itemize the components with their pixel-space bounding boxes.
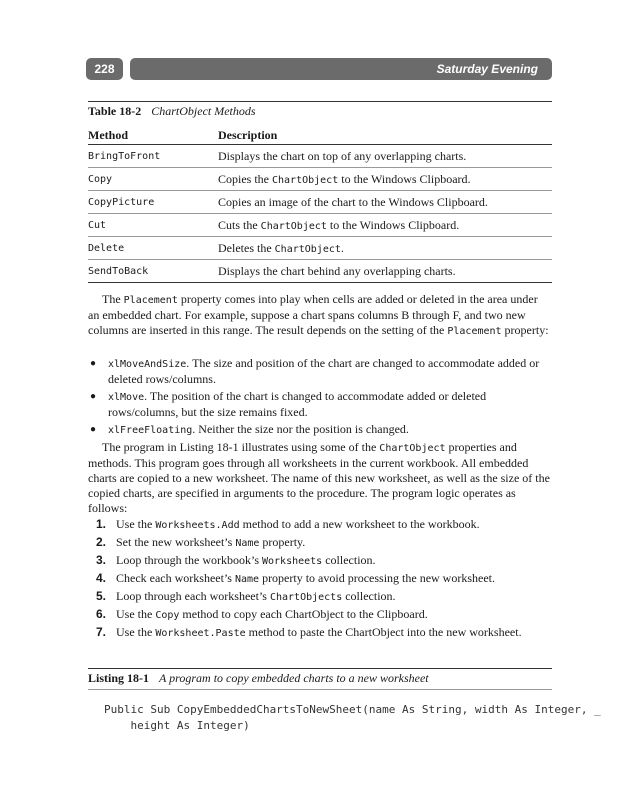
section-title: Saturday Evening <box>436 62 538 76</box>
page-number: 228 <box>86 58 123 80</box>
method-name: Cut <box>88 219 107 231</box>
running-header <box>86 58 552 80</box>
method-name: BringToFront <box>88 150 161 162</box>
list-item: 7. Use the Worksheet.Paste method to paste the ChartObject into the new worksheet. <box>96 625 522 639</box>
list-item: 6. Use the Copy method to copy each ChartObject to the Clipboard. <box>96 607 428 621</box>
table-row <box>88 214 552 237</box>
methods-table <box>88 126 552 283</box>
code-line: Public Sub CopyEmbeddedChartsToNewSheet(name As String, width As Integer, _ <box>104 703 601 716</box>
table-header-row <box>88 126 552 145</box>
method-name: Delete <box>88 242 125 254</box>
placement-options-list <box>88 356 552 440</box>
list-item: ● xlMove. The position of the chart is changed to accommodate added or deleted rows/columns, but the size remains fixed. <box>88 389 552 420</box>
col-header-description: Description <box>218 127 278 142</box>
header-bar <box>130 58 552 80</box>
table-row <box>88 191 552 214</box>
col-header-method: Method <box>88 127 128 142</box>
program-paragraph: The program in Listing 18-1 illustrates using some of the ChartObject properties and methods. This program goes through all worksheets in the current workbook. All embedded charts are copied to a new worksheet. The name of this new worksheet, as well as the size of the copied charts, are specified in arguments to the procedure. The program logic operates as follows: <box>88 440 550 515</box>
table-row <box>88 237 552 260</box>
listing-caption <box>88 668 552 690</box>
list-item: 4. Check each worksheet’s Name property to avoid processing the new worksheet. <box>96 571 496 585</box>
list-item: ● xlFreeFloating. Neither the size nor the position is changed. <box>88 422 552 438</box>
list-item: 1. Use the Worksheets.Add method to add a new worksheet to the workbook. <box>96 517 480 531</box>
list-item: ● xlMoveAndSize. The size and position of the chart are changed to accommodate added or deleted rows/columns. <box>88 356 552 387</box>
method-description: Displays the chart behind any overlapping charts. <box>218 263 456 278</box>
method-description: Displays the chart on top of any overlapping charts. <box>218 148 467 163</box>
method-name: Copy <box>88 173 113 185</box>
table-row <box>88 145 552 168</box>
table-label: Table 18-2 <box>88 104 142 118</box>
table-row <box>88 260 552 282</box>
method-description: Copies the ChartObject to the Windows Clipboard. <box>218 171 471 186</box>
listing-title: A program to copy embedded charts to a new worksheet <box>159 671 429 685</box>
code-line: height As Integer) <box>104 719 250 732</box>
list-item: 2. Set the new worksheet’s Name property. <box>96 535 306 549</box>
placement-paragraph: The Placement property comes into play when cells are added or deleted in the area under an embedded chart. For example, suppose a chart spans columns B through F, and two new columns are inserted in this range. The result depends on the setting of the Placement property: <box>88 292 549 337</box>
list-item: 3. Loop through the workbook’s Worksheets collection. <box>96 553 376 567</box>
table-title: ChartObject Methods <box>151 104 256 118</box>
method-name: CopyPicture <box>88 196 155 208</box>
method-description: Copies an image of the chart to the Windows Clipboard. <box>218 194 488 209</box>
list-item: 5. Loop through each worksheet’s ChartObjects collection. <box>96 589 396 603</box>
program-steps-list <box>88 517 552 643</box>
method-description: Cuts the ChartObject to the Windows Clipboard. <box>218 217 460 232</box>
method-name: SendToBack <box>88 265 149 277</box>
table-row <box>88 168 552 191</box>
code-listing <box>104 702 601 734</box>
listing-label: Listing 18-1 <box>88 671 150 685</box>
table-caption <box>88 101 552 119</box>
method-description: Deletes the ChartObject. <box>218 240 344 255</box>
